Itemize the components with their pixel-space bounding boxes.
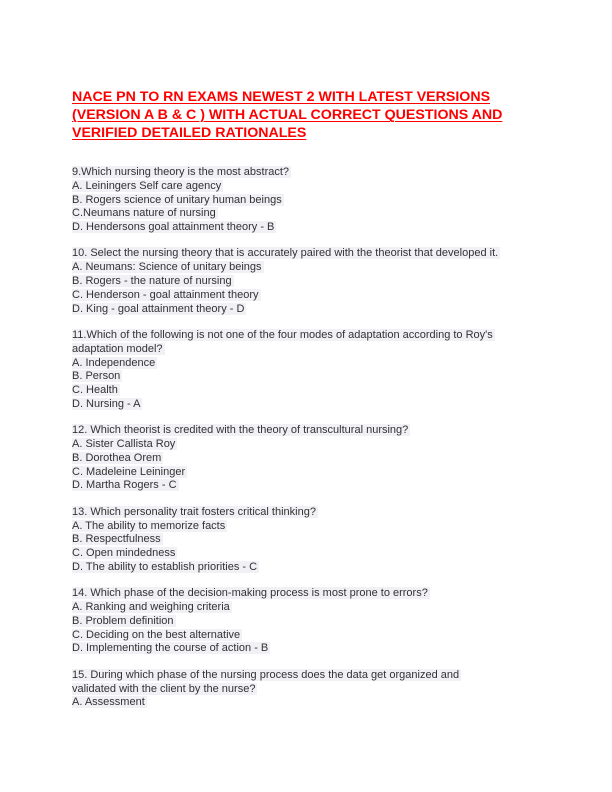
answer-option: D. Nursing - A <box>72 397 141 410</box>
question-block-10 <box>72 247 542 316</box>
answer-option: A. Ranking and weighing criteria <box>72 601 230 614</box>
question-text: 9.Which nursing theory is the most abstract? <box>72 166 290 178</box>
question-text: 11.Which of the following is not one of the four modes of adaptation according to Roy's <box>72 328 493 341</box>
answer-option: C.Neumans nature of nursing <box>72 207 216 220</box>
title-line: VERIFIED DETAILED RATIONALES <box>72 125 307 141</box>
answer-option: D. Hendersons goal attainment theory - B <box>72 221 275 234</box>
question-block-11 <box>72 329 542 412</box>
question-block-9 <box>72 166 542 235</box>
question-block-13 <box>72 506 542 575</box>
answer-option: D. The ability to establish priorities - C <box>72 560 258 573</box>
answer-option: B. Person <box>72 370 121 383</box>
answer-option: C. Henderson - goal attainment theory <box>72 288 259 301</box>
question-text: 12. Which theorist is credited with the theory of transcultural nursing? <box>72 424 409 437</box>
question-block-15 <box>72 669 542 710</box>
question-block-14 <box>72 587 542 656</box>
answer-option: D. Implementing the course of action - B <box>72 642 269 655</box>
answer-option: A. Leiningers Self care agency <box>72 179 222 192</box>
answer-option: B. Dorothea Orem <box>72 451 162 464</box>
answer-option: A. Independence <box>72 356 156 369</box>
answer-option: D. Martha Rogers - C <box>72 479 177 492</box>
title-line: NACE PN TO RN EXAMS NEWEST 2 WITH LATEST VERSIONS <box>72 89 491 105</box>
question-text: 14. Which phase of the decision-making process is most prone to errors? <box>72 587 428 600</box>
answer-option: A. Sister Callista Roy <box>72 438 176 451</box>
answer-option: C. Madeleine Leininger <box>72 465 186 478</box>
answer-option: A. The ability to memorize facts <box>72 519 226 532</box>
document-title <box>72 88 542 142</box>
question-text: 10. Select the nursing theory that is accurately paired with the theorist that developed it. <box>72 247 499 260</box>
answer-option: D. King - goal attainment theory - D <box>72 302 245 315</box>
question-text: validated with the client by the nurse? <box>72 682 256 695</box>
answer-option: A. Neumans: Science of unitary beings <box>72 261 262 274</box>
question-text: 15. During which phase of the nursing process does the data get organized and <box>72 668 460 681</box>
answer-option: B. Problem definition <box>72 614 174 627</box>
title-line: (VERSION A B & C ) WITH ACTUAL CORRECT QUESTIONS AND <box>72 107 503 123</box>
answer-option: B. Rogers science of unitary human beings <box>72 193 282 206</box>
answer-option: B. Respectfulness <box>72 533 161 546</box>
answer-option: C. Open mindedness <box>72 547 176 560</box>
answer-option: A. Assessment <box>72 696 145 709</box>
question-text: 13. Which personality trait fosters critical thinking? <box>72 505 316 518</box>
question-text: adaptation model? <box>72 342 163 355</box>
answer-option: C. Health <box>72 384 118 397</box>
answer-option: C. Deciding on the best alternative <box>72 628 241 641</box>
answer-option: B. Rogers - the nature of nursing <box>72 275 232 288</box>
question-list <box>72 166 542 723</box>
question-block-12 <box>72 424 542 493</box>
